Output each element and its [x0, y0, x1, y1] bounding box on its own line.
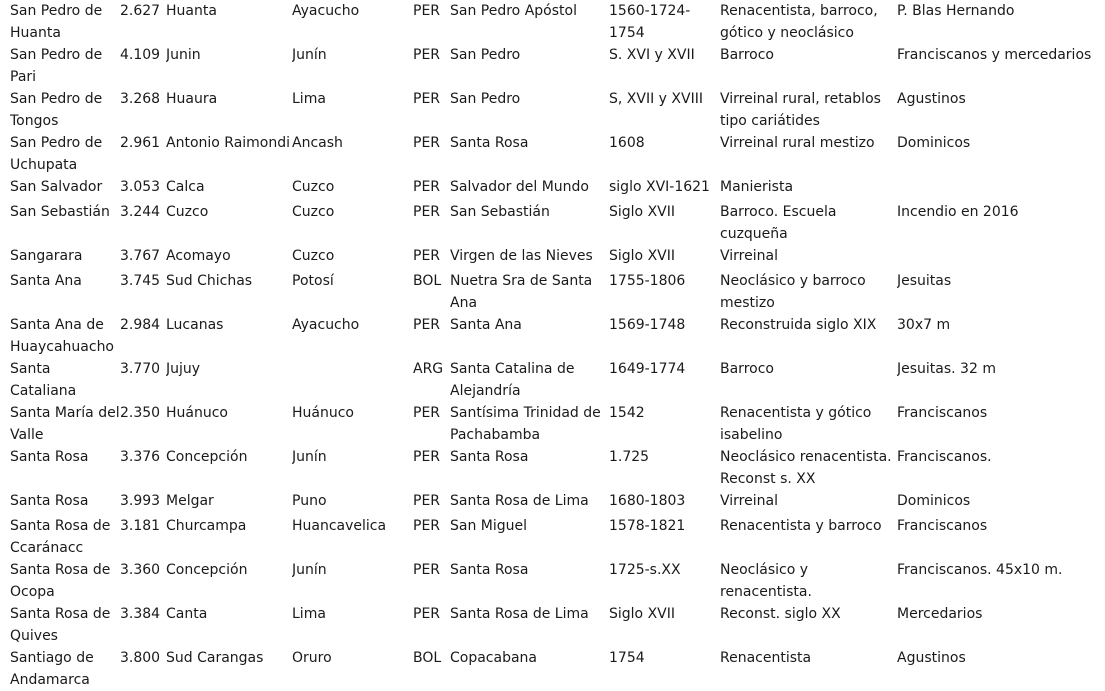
cell-province: Melgar: [166, 493, 214, 509]
cell-date: S, XVII y XVIII: [609, 91, 703, 107]
cell-country: PER: [413, 405, 441, 421]
cell-church-name: Santa Rosa de Ccaránacc: [10, 518, 111, 556]
table-row: [0, 132, 1105, 176]
cell-style: Renacentista y barroco: [720, 518, 882, 534]
cell-province: Sud Chichas: [166, 273, 253, 289]
cell-altitude: 3.376: [120, 449, 161, 465]
cell-notes: Franciscanos: [897, 405, 988, 421]
cell-style: Reconstruida siglo XIX: [720, 317, 877, 333]
cell-department: Junín: [292, 449, 327, 465]
cell-date: 1.725: [609, 449, 650, 465]
cell-province: Lucanas: [166, 317, 224, 333]
cell-country: PER: [413, 449, 441, 465]
cell-dedication: Nuetra Sra de Santa Ana: [450, 273, 593, 311]
cell-department: Lima: [292, 606, 326, 622]
cell-dedication: San Pedro: [450, 91, 521, 107]
cell-notes: Dominicos: [897, 493, 971, 509]
cell-church-name: San Sebastián: [10, 204, 110, 220]
cell-country: PER: [413, 518, 441, 534]
cell-date: S. XVI y XVII: [609, 47, 695, 63]
cell-department: [292, 358, 413, 402]
cell-department: Junín: [292, 47, 327, 63]
cell-province: Calca: [166, 179, 205, 195]
cell-date: Siglo XVII: [609, 248, 675, 264]
cell-notes: Dominicos: [897, 135, 971, 151]
cell-date: Siglo XVII: [609, 204, 675, 220]
cell-altitude: 3.770: [120, 361, 161, 377]
cell-dedication: San Sebastián: [450, 204, 550, 220]
table-row: [0, 559, 1105, 603]
cell-dedication: Santa Rosa de Lima: [450, 493, 589, 509]
cell-notes: Franciscanos.: [897, 449, 992, 465]
cell-department: Ayacucho: [292, 317, 360, 333]
cell-department: Cuzco: [292, 179, 335, 195]
cell-province: Concepción: [166, 562, 248, 578]
cell-country: PER: [413, 562, 441, 578]
cell-department: Huancavelica: [292, 518, 387, 534]
cell-dedication: Santa Rosa: [450, 449, 529, 465]
cell-church-name: Santa Rosa: [10, 449, 89, 465]
cell-church-name: Santiago de Andamarca: [10, 650, 94, 688]
cell-church-name: San Pedro de Tongos: [10, 91, 103, 129]
cell-notes: 30x7 m: [897, 317, 951, 333]
cell-style: Neoclásico y barroco mestizo: [720, 273, 866, 311]
cell-department: Junín: [292, 562, 327, 578]
cell-date: Siglo XVII: [609, 606, 675, 622]
cell-altitude: 3.384: [120, 606, 161, 622]
cell-department: Huánuco: [292, 405, 354, 421]
cell-department: Oruro: [292, 650, 332, 666]
cell-church-name: San Salvador: [10, 179, 103, 195]
cell-church-name: San Pedro de Huanta: [10, 3, 103, 41]
cell-style: Reconst. siglo XX: [720, 606, 841, 622]
cell-style: Neoclásico y renacentista.: [720, 562, 812, 600]
cell-church-name: San Pedro de Pari: [10, 47, 103, 85]
cell-style: Renacentista, barroco, gótico y neoclásico: [720, 3, 878, 41]
cell-dedication: Santa Rosa de Lima: [450, 606, 589, 622]
cell-country: PER: [413, 47, 441, 63]
cell-church-name: Santa Rosa de Quives: [10, 606, 111, 644]
cell-dedication: Copacabana: [450, 650, 538, 666]
cell-altitude: 3.767: [120, 248, 161, 264]
cell-style: Barroco: [720, 47, 774, 63]
cell-dedication: San Pedro: [450, 47, 521, 63]
table-row: [0, 245, 1105, 270]
cell-province: Cuzco: [166, 204, 209, 220]
cell-dedication: Santa Rosa: [450, 562, 529, 578]
cell-altitude: 3.360: [120, 562, 161, 578]
cell-altitude: 3.181: [120, 518, 161, 534]
cell-date: 1608: [609, 135, 645, 151]
cell-style: Barroco: [720, 361, 774, 377]
cell-notes: Agustinos: [897, 650, 966, 666]
cell-dedication: Santa Catalina de Alejandría: [450, 361, 575, 399]
cell-province: Huánuco: [166, 405, 228, 421]
cell-altitude: 3.745: [120, 273, 161, 289]
cell-notes: [897, 176, 1105, 201]
cell-date: siglo XVI-1621: [609, 179, 710, 195]
cell-country: PER: [413, 204, 441, 220]
table-row: [0, 358, 1105, 402]
cell-country: BOL: [413, 650, 442, 666]
cell-altitude: 3.244: [120, 204, 161, 220]
cell-style: Renacentista: [720, 650, 812, 666]
cell-church-name: Santa María del Valle: [10, 405, 120, 443]
cell-date: 1725-s.XX: [609, 562, 681, 578]
cell-notes: Franciscanos: [897, 518, 988, 534]
cell-date: 1569-1748: [609, 317, 686, 333]
table-row: [0, 490, 1105, 515]
cell-date: 1754: [609, 650, 645, 666]
table-row: [0, 314, 1105, 358]
cell-province: Antonio Raimondi: [166, 135, 291, 151]
cell-church-name: Santa Ana: [10, 273, 82, 289]
cell-church-name: Santa Cataliana: [10, 361, 77, 399]
cell-country: PER: [413, 135, 441, 151]
cell-style: Virreinal rural, retablos tipo cariátides: [720, 91, 881, 129]
cell-notes: Franciscanos y mercedarios: [897, 47, 1092, 63]
cell-country: PER: [413, 248, 441, 264]
cell-dedication: Santísima Trinidad de Pachabamba: [450, 405, 601, 443]
cell-department: Ancash: [292, 135, 343, 151]
cell-province: Churcampa: [166, 518, 247, 534]
cell-province: Jujuy: [166, 361, 201, 377]
cell-altitude: 3.268: [120, 91, 161, 107]
cell-date: 1680-1803: [609, 493, 686, 509]
cell-notes: Franciscanos. 45x10 m.: [897, 562, 1063, 578]
table-row: [0, 402, 1105, 446]
table-row: [0, 270, 1105, 314]
cell-style: Renacentista y gótico isabelino: [720, 405, 872, 443]
cell-style: Virreinal: [720, 493, 778, 509]
cell-altitude: 2.984: [120, 317, 161, 333]
cell-department: Potosí: [292, 273, 334, 289]
cell-date: 1560-1724-1754: [609, 3, 691, 41]
cell-notes: Jesuitas. 32 m: [897, 361, 996, 377]
cell-church-name: Santa Ana de Huaycahuacho: [10, 317, 115, 355]
cell-altitude: 2.961: [120, 135, 161, 151]
cell-altitude: 2.627: [120, 3, 161, 19]
cell-province: Huanta: [166, 3, 217, 19]
cell-province: Acomayo: [166, 248, 231, 264]
cell-dedication: Santa Ana: [450, 317, 522, 333]
table-row: [0, 44, 1105, 88]
cell-notes: Mercedarios: [897, 606, 983, 622]
cell-dedication: Virgen de las Nieves: [450, 248, 593, 264]
cell-department: Lima: [292, 91, 326, 107]
table-row: [0, 176, 1105, 201]
cell-country: BOL: [413, 273, 442, 289]
cell-province: Concepción: [166, 449, 248, 465]
cell-style: Neoclásico renacentista. Reconst s. XX: [720, 449, 892, 487]
cell-altitude: 3.053: [120, 179, 161, 195]
cell-notes: Jesuitas: [897, 273, 952, 289]
cell-province: Canta: [166, 606, 208, 622]
cell-style: Virreinal rural mestizo: [720, 135, 875, 151]
cell-notes: P. Blas Hernando: [897, 3, 1015, 19]
cell-department: Ayacucho: [292, 3, 360, 19]
cell-date: 1542: [609, 405, 645, 421]
cell-department: Puno: [292, 493, 327, 509]
table-row: [0, 446, 1105, 490]
cell-country: PER: [413, 493, 441, 509]
cell-dedication: San Pedro Apóstol: [450, 3, 577, 19]
cell-church-name: San Pedro de Uchupata: [10, 135, 103, 173]
cell-date: 1755-1806: [609, 273, 686, 289]
cell-church-name: Santa Rosa de Ocopa: [10, 562, 111, 600]
cell-country: PER: [413, 3, 441, 19]
cell-country: ARG: [413, 361, 444, 377]
cell-date: 1578-1821: [609, 518, 686, 534]
cell-date: 1649-1774: [609, 361, 686, 377]
cell-province: Huaura: [166, 91, 218, 107]
cell-province: Sud Carangas: [166, 650, 264, 666]
cell-country: PER: [413, 606, 441, 622]
cell-style: Manierista: [720, 179, 794, 195]
cell-department: Cuzco: [292, 248, 335, 264]
cell-style: Barroco. Escuela cuzqueña: [720, 204, 837, 242]
cell-altitude: 2.350: [120, 405, 161, 421]
cell-country: PER: [413, 317, 441, 333]
table-row: [0, 647, 1105, 691]
table-row: [0, 88, 1105, 132]
cell-dedication: San Miguel: [450, 518, 528, 534]
cell-altitude: 3.800: [120, 650, 161, 666]
cell-altitude: 3.993: [120, 493, 161, 509]
cell-dedication: Salvador del Mundo: [450, 179, 589, 195]
cell-dedication: Santa Rosa: [450, 135, 529, 151]
cell-country: PER: [413, 179, 441, 195]
cell-province: Junin: [166, 47, 201, 63]
cell-notes: [897, 245, 1105, 270]
cell-country: PER: [413, 91, 441, 107]
cell-notes: Agustinos: [897, 91, 966, 107]
cell-notes: Incendio en 2016: [897, 204, 1019, 220]
table-row: [0, 515, 1105, 559]
table-row: [0, 201, 1105, 245]
cell-church-name: Sangarara: [10, 248, 83, 264]
cell-department: Cuzco: [292, 204, 335, 220]
cell-church-name: Santa Rosa: [10, 493, 89, 509]
cell-altitude: 4.109: [120, 47, 161, 63]
table-row: [0, 0, 1105, 44]
cell-style: Virreinal: [720, 248, 778, 264]
table-row: [0, 603, 1105, 647]
